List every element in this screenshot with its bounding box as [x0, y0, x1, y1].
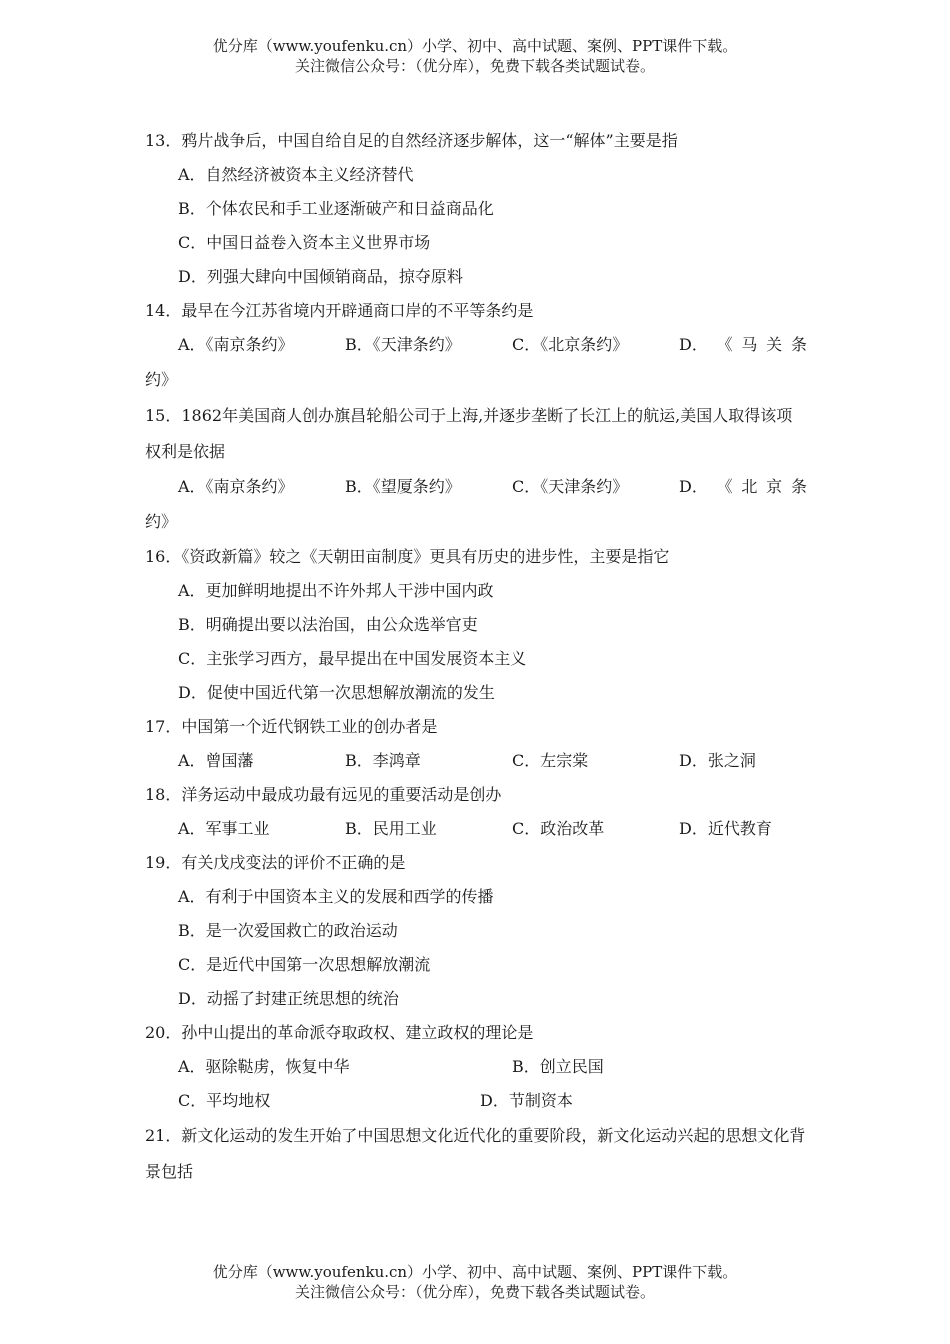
footer-line-1: 优分库（www.youfenku.cn）小学、初中、高中试题、案例、PPT课件下载。 — [212, 1263, 738, 1281]
question-20-option-a: A．驱除鞑虏，恢复中华 — [178, 1057, 350, 1076]
question-17-option-c: C．左宗棠 — [512, 751, 589, 770]
question-16-stem: 16．《资政新篇》较之《天朝田亩制度》更具有历史的进步性，主要是指它 — [145, 547, 670, 566]
question-14-option-c: C．《北京条约》 — [512, 335, 629, 354]
question-15-option-b: B．《望厦条约》 — [345, 477, 461, 496]
question-19-option-b: B．是一次爱国救亡的政治运动 — [178, 921, 398, 940]
header-line-1: 优分库（www.youfenku.cn）小学、初中、高中试题、案例、PPT课件下载。 — [212, 37, 738, 55]
question-14-options — [145, 328, 807, 362]
question-17-options — [145, 744, 807, 778]
question-18-option-b: B．民用工业 — [345, 819, 437, 838]
footer-line-2: 关注微信公众号：（优分库），免费下载各类试题试卷。 — [294, 1283, 655, 1301]
question-13-option-d: D．列强大肆向中国倾销商品，掠夺原料 — [178, 267, 463, 286]
question-21-stem: 21．新文化运动的发生开始了中国思想文化近代化的重要阶段，新文化运动兴起的思想文化背景包括 — [145, 1126, 806, 1181]
question-17-option-b: B．李鸿章 — [345, 751, 421, 770]
page-footer — [0, 1262, 950, 1302]
page-header — [0, 36, 950, 76]
question-15-option-c: C．《天津条约》 — [512, 477, 629, 496]
question-20-stem: 20．孙中山提出的革命派夺取政权、建立政权的理论是 — [145, 1023, 534, 1042]
question-17-option-a: A．曾国藩 — [178, 751, 254, 770]
question-18-option-c: C．政治改革 — [512, 819, 605, 838]
question-20-option-b: B．创立民国 — [512, 1057, 604, 1076]
question-13-stem: 13．鸦片战争后，中国自给自足的自然经济逐步解体，这一“解体”主要是指 — [145, 131, 678, 150]
question-19-option-d: D．动摇了封建正统思想的统治 — [178, 989, 399, 1008]
question-16-option-c: C．主张学习西方，最早提出在中国发展资本主义 — [178, 649, 527, 668]
question-14-stem: 14．最早在今江苏省境内开辟通商口岸的不平等条约是 — [145, 301, 534, 320]
question-18-option-d: D．近代教育 — [679, 819, 772, 838]
question-16-option-d: D．促使中国近代第一次思想解放潮流的发生 — [178, 683, 495, 702]
question-17-stem: 17．中国第一个近代钢铁工业的创办者是 — [145, 717, 438, 736]
question-20-options-row-2 — [145, 1084, 807, 1118]
question-list — [145, 124, 807, 1190]
question-20-options-row-1 — [145, 1050, 807, 1084]
question-19-option-a: A．有利于中国资本主义的发展和西学的传播 — [178, 887, 494, 906]
header-line-2: 关注微信公众号：（优分库），免费下载各类试题试卷。 — [294, 57, 655, 75]
question-15-option-d: D． 《 北 京 条 — [679, 477, 807, 496]
question-13-option-c: C．中国日益卷入资本主义世界市场 — [178, 233, 431, 252]
question-20-option-d: D．节制资本 — [480, 1091, 573, 1110]
question-13-option-b: B．个体农民和手工业逐渐破产和日益商品化 — [178, 199, 494, 218]
question-18-stem: 18．洋务运动中最成功最有远见的重要活动是创办 — [145, 785, 502, 804]
question-14-option-d: D． 《 马 关 条 — [679, 335, 807, 354]
question-19-option-c: C．是近代中国第一次思想解放潮流 — [178, 955, 431, 974]
question-18-options — [145, 812, 807, 846]
question-15-options — [145, 470, 807, 504]
question-16-option-b: B．明确提出要以法治国，由公众选举官吏 — [178, 615, 478, 634]
question-13-option-a: A．自然经济被资本主义经济替代 — [178, 165, 414, 184]
question-18-option-a: A．军事工业 — [178, 819, 270, 838]
question-14-option-d-continuation: 约》 — [145, 370, 178, 389]
question-14-option-a: A．《南京条约》 — [178, 335, 294, 354]
question-20-option-c: C．平均地权 — [178, 1091, 271, 1110]
question-19-stem: 19．有关戊戌变法的评价不正确的是 — [145, 853, 406, 872]
question-17-option-d: D．张之洞 — [679, 751, 756, 770]
question-15-option-d-continuation: 约》 — [145, 512, 178, 531]
question-14-option-b: B．《天津条约》 — [345, 335, 461, 354]
question-15-stem: 15．1862年美国商人创办旗昌轮船公司于上海,并逐步垄断了长江上的航运,美国人取得该项权利是依据 — [145, 406, 793, 461]
question-16-option-a: A．更加鲜明地提出不许外邦人干涉中国内政 — [178, 581, 494, 600]
question-15-option-a: A．《南京条约》 — [178, 477, 294, 496]
